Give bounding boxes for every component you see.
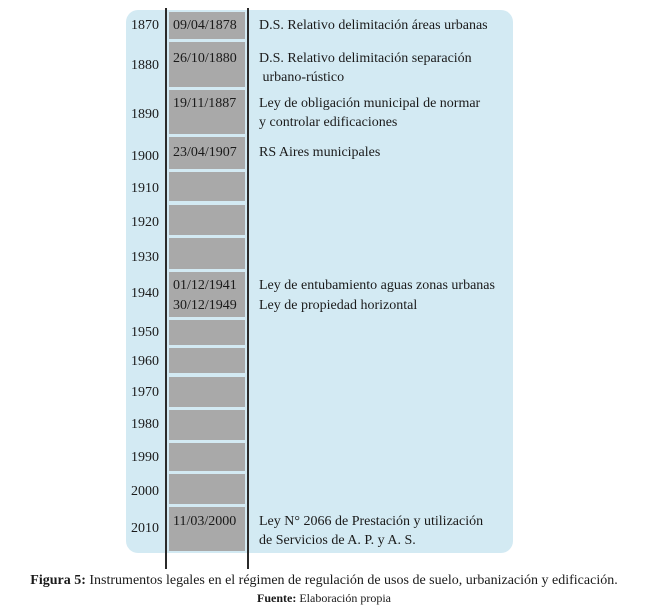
event-date: 01/12/1941 (173, 278, 237, 293)
year-label: 2010 (131, 521, 159, 536)
year-label: 1880 (131, 58, 159, 73)
source-text: Elaboración propia (296, 591, 391, 605)
year-label: 1920 (131, 215, 159, 230)
event-date: 11/03/2000 (173, 514, 237, 529)
timeline-cell (169, 410, 245, 440)
event-description (259, 296, 417, 315)
event-date: 26/10/1880 (173, 51, 237, 66)
figure-source (0, 591, 648, 605)
year-label: 1970 (131, 385, 159, 400)
event-description (259, 276, 495, 295)
caption-label: Figura 5: (30, 573, 86, 588)
event-line: de Servicios de A. P. y A. S. (259, 533, 416, 548)
event-date: 23/04/1907 (173, 145, 237, 160)
source-label: Fuente: (257, 591, 297, 605)
timeline-cell (169, 377, 245, 407)
year-label: 1940 (131, 286, 159, 301)
timeline-cell (169, 238, 245, 269)
timeline-cell (169, 474, 245, 504)
year-label: 1910 (131, 181, 159, 196)
event-description (259, 94, 480, 132)
caption-text: Instrumentos legales en el régimen de regulación de usos de suelo, urbanización y edificación. (85, 573, 618, 588)
timeline-cell (169, 205, 245, 235)
year-label: 2000 (131, 484, 159, 499)
event-line: Ley de obligación municipal de normar (259, 96, 481, 111)
event-date: 09/04/1878 (173, 18, 237, 33)
year-label: 1960 (131, 354, 159, 369)
year-label: 1980 (131, 417, 159, 432)
event-line: Ley de entubamiento aguas zonas urbanas (259, 278, 495, 293)
event-line: Ley de propiedad horizontal (259, 298, 418, 313)
year-label: 1930 (131, 250, 159, 265)
figure-caption (0, 573, 648, 589)
event-description (259, 16, 488, 35)
year-label: 1900 (131, 149, 159, 164)
event-line: D.S. Relativo delimitación separación (259, 51, 472, 66)
event-description (259, 143, 380, 162)
timeline-cell (169, 172, 245, 201)
year-label: 1870 (131, 18, 159, 33)
event-date: 30/12/1949 (173, 298, 237, 313)
timeline-axis-left (165, 8, 167, 569)
year-label: 1950 (131, 325, 159, 340)
event-line: urbano-rústico (259, 70, 345, 85)
event-line: y controlar edificaciones (259, 115, 398, 130)
timeline-cell (169, 348, 245, 373)
event-line: D.S. Relativo delimitación áreas urbanas (259, 18, 488, 33)
event-description (259, 49, 472, 87)
event-description (259, 512, 483, 550)
timeline-cell (169, 443, 245, 471)
event-line: RS Aires municipales (259, 145, 381, 160)
year-label: 1990 (131, 450, 159, 465)
year-label: 1890 (131, 107, 159, 122)
timeline-cell (169, 320, 245, 345)
timeline-axis-right (247, 8, 249, 569)
event-line: Ley N° 2066 de Prestación y utilización (259, 514, 484, 529)
event-date: 19/11/1887 (173, 96, 237, 111)
